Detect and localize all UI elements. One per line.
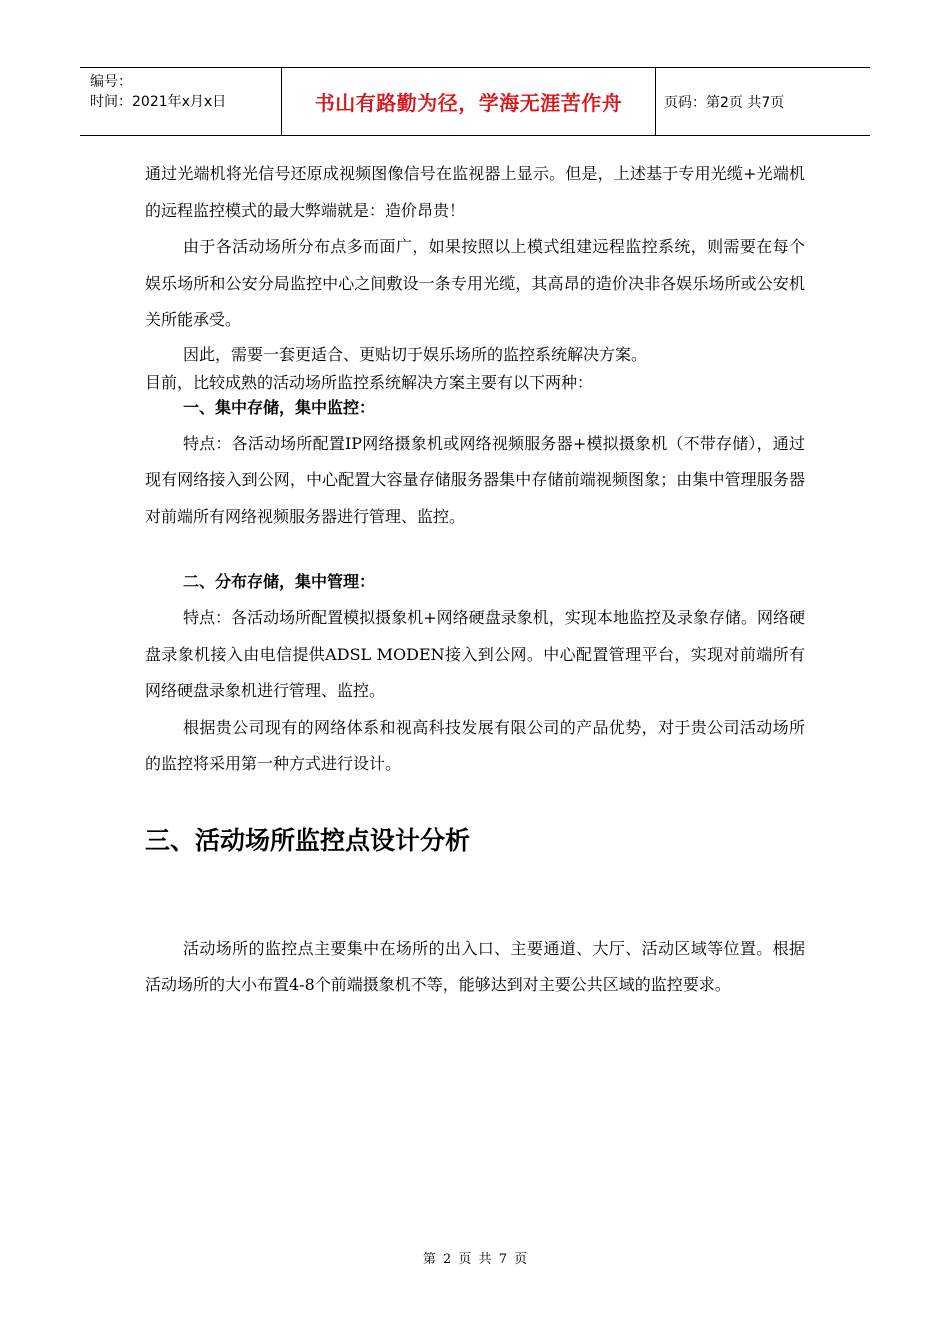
document-body [145,156,805,1004]
spacer [145,535,805,569]
subheading-2: 二、分布存储，集中管理： [183,572,376,591]
paragraph-6: 特点：各活动场所配置模拟摄象机+网络硬盘录象机，实现本地监控及录象存储。网络硬盘录象机接入由电信提供ADSL MODEN接入到公网。中心配置管理平台，实现对前端所有网络硬盘录象机进行管理、监控。 [145,608,805,700]
header-page-info: 页码：第2页 共7页 [664,94,785,111]
paragraph-5: 特点：各活动场所配置IP网络摄象机或网络视频服务器+模拟摄象机（不带存储），通过现有网络接入到公网，中心配置大容量存储服务器集中存储前端视频图象；由集中管理服务器对前端所有网络视频服务器进行管理、监控。 [145,433,805,526]
subheading-1: 一、集中存储，集中监控： [183,397,376,417]
paragraph-8: 活动场所的监控点主要集中在场所的出入口、主要通道、大厅、活动区域等位置。根据活动场所的大小布置4-8个前端摄象机不等，能够达到对主要公共区域的监控要求。 [145,938,805,994]
doc-time-label: 时间：2021年x月x日 [90,94,227,110]
paragraph-4: 目前，比较成熟的活动场所监控系统解决方案主要有以下两种： [145,372,594,392]
section-title: 三、活动场所监控点设计分析 [145,825,471,855]
spacer [145,861,805,931]
paragraph-2: 由于各活动场所分布点多而面广，如果按照以上模式组建远程监控系统，则需要在每个娱乐场所和公安分局监控中心之间敷设一条专用光缆，其高昂的造价决非各娱乐场所或公安机关所能承受。 [145,237,805,329]
page-header [80,67,870,136]
header-meta [80,68,282,135]
spacer [145,783,805,821]
paragraph-1: 通过光端机将光信号还原成视频图像信号在监视器上显示。但是，上述基于专用光缆+光端机的远程监控模式的最大弊端就是：造价昂贵！ [145,164,805,220]
page-footer: 第 2 页 共 7 页 [422,1252,528,1267]
paragraph-7: 根据贵公司现有的网络体系和视高科技发展有限公司的产品优势，对于贵公司活动场所的监控将采用第一种方式进行设计。 [145,717,805,773]
paragraph-3: 因此，需要一套更适合、更贴切于娱乐场所的监控系统解决方案。 [183,344,648,364]
doc-number-label: 编号： [90,74,132,90]
header-motto: 书山有路勤为径，学海无涯苦作舟 [282,68,656,135]
